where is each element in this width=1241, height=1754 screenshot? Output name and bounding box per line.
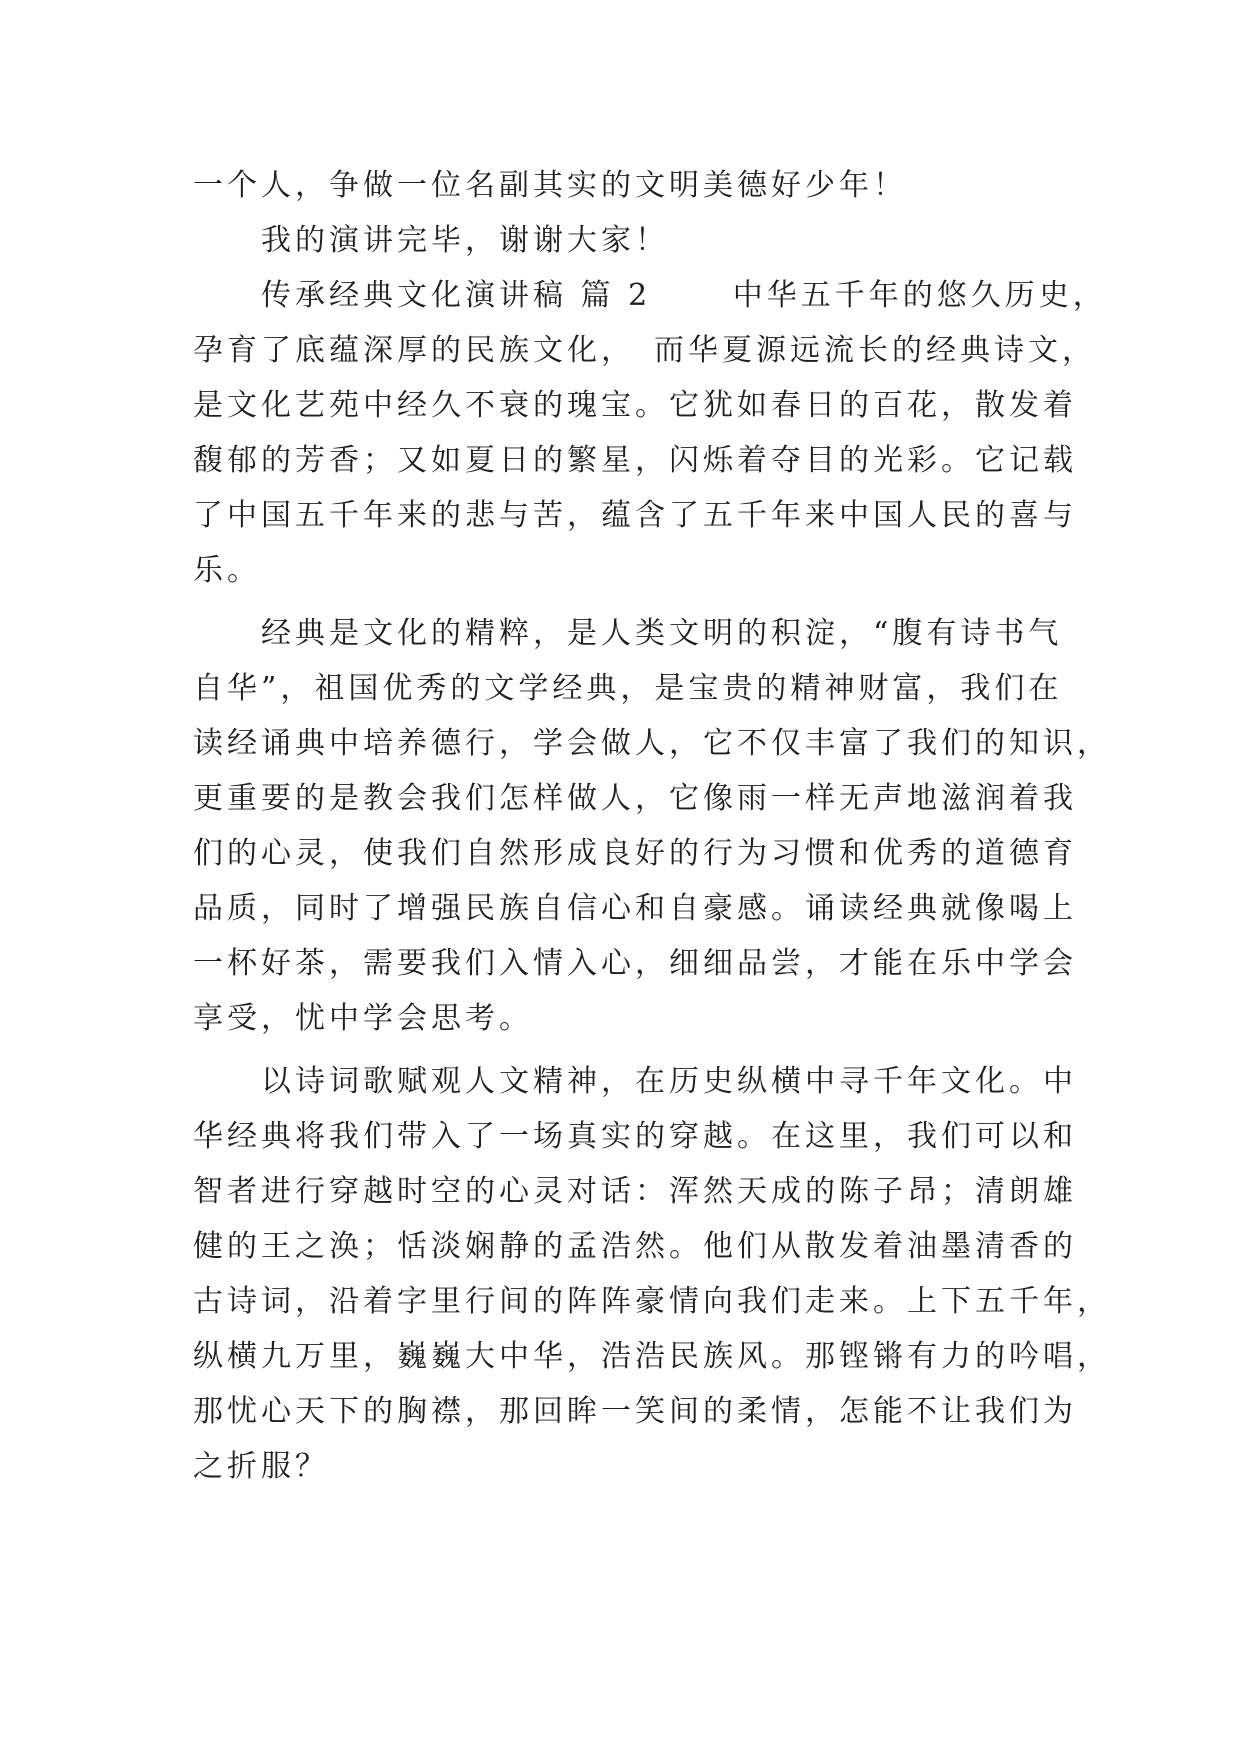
- text-line-19: 智者进行穿越时空的心灵对话：浑然天成的陈子昂；清朗雄: [193, 1174, 1077, 1209]
- text-line-23: 那忧心天下的胸襟，那回眸一笑间的柔情，怎能不让我们为: [193, 1394, 1077, 1429]
- text-line-9: 经典是文化的精粹，是人类文明的积淀，“腹有诗书气: [193, 616, 1063, 651]
- text-line-2: 我的演讲完毕，谢谢大家！: [193, 223, 669, 258]
- paragraph-gap: [193, 1046, 1073, 1054]
- speech-text: [193, 158, 1111, 1494]
- section-heading-line: 传承经典文化演讲稿 篇 2 中华五千年的悠久历史，: [193, 278, 1107, 313]
- text-line-18: 华经典将我们带入了一场真实的穿越。在这里，我们可以和: [193, 1119, 1077, 1154]
- text-line-17: 以诗词歌赋观人文精神，在历史纵横中寻千年文化。中: [193, 1064, 1077, 1099]
- text-line-6: 馥郁的芳香；又如夏日的繁星，闪烁着夺目的光彩。它记载: [193, 443, 1077, 478]
- text-line-15: 一杯好茶，需要我们入情入心，细细品尝，才能在乐中学会: [193, 946, 1077, 981]
- text-line-11: 读经诵典中培养德行，学会做人，它不仅丰富了我们的知识，: [193, 726, 1111, 761]
- text-line-22: 纵横九万里，巍巍大中华，浩浩民族风。那铿锵有力的吟唱，: [193, 1339, 1111, 1374]
- text-line-4: 孕育了底蕴深厚的民族文化， 而华夏源远流长的经典诗文，: [193, 333, 1096, 368]
- text-line-24: 之折服？: [193, 1449, 329, 1484]
- text-line-13: 们的心灵，使我们自然形成良好的行为习惯和优秀的道德育: [193, 836, 1077, 871]
- text-line-10: 自华”，祖国优秀的文学经典，是宝贵的精神财富，我们在: [193, 671, 1063, 706]
- text-line-12: 更重要的是教会我们怎样做人，它像雨一样无声地滋润着我: [193, 781, 1077, 816]
- text-line-1: 一个人，争做一位名副其实的文明美德好少年！: [193, 168, 907, 203]
- text-line-14: 品质，同时了增强民族自信心和自豪感。诵读经典就像喝上: [193, 891, 1077, 926]
- text-line-8: 乐。: [193, 553, 261, 588]
- text-line-16: 享受，忧中学会思考。: [193, 1001, 533, 1036]
- text-line-7: 了中国五千年来的悲与苦，蕴含了五千年来中国人民的喜与: [193, 498, 1077, 533]
- text-line-20: 健的王之涣；恬淡娴静的孟浩然。他们从散发着油墨清香的: [193, 1229, 1077, 1264]
- text-line-5: 是文化艺苑中经久不衰的瑰宝。它犹如春日的百花，散发着: [193, 388, 1077, 423]
- text-line-21: 古诗词，沿着字里行间的阵阵豪情向我们走来。上下五千年，: [193, 1284, 1111, 1319]
- paragraph-gap: [193, 598, 1073, 606]
